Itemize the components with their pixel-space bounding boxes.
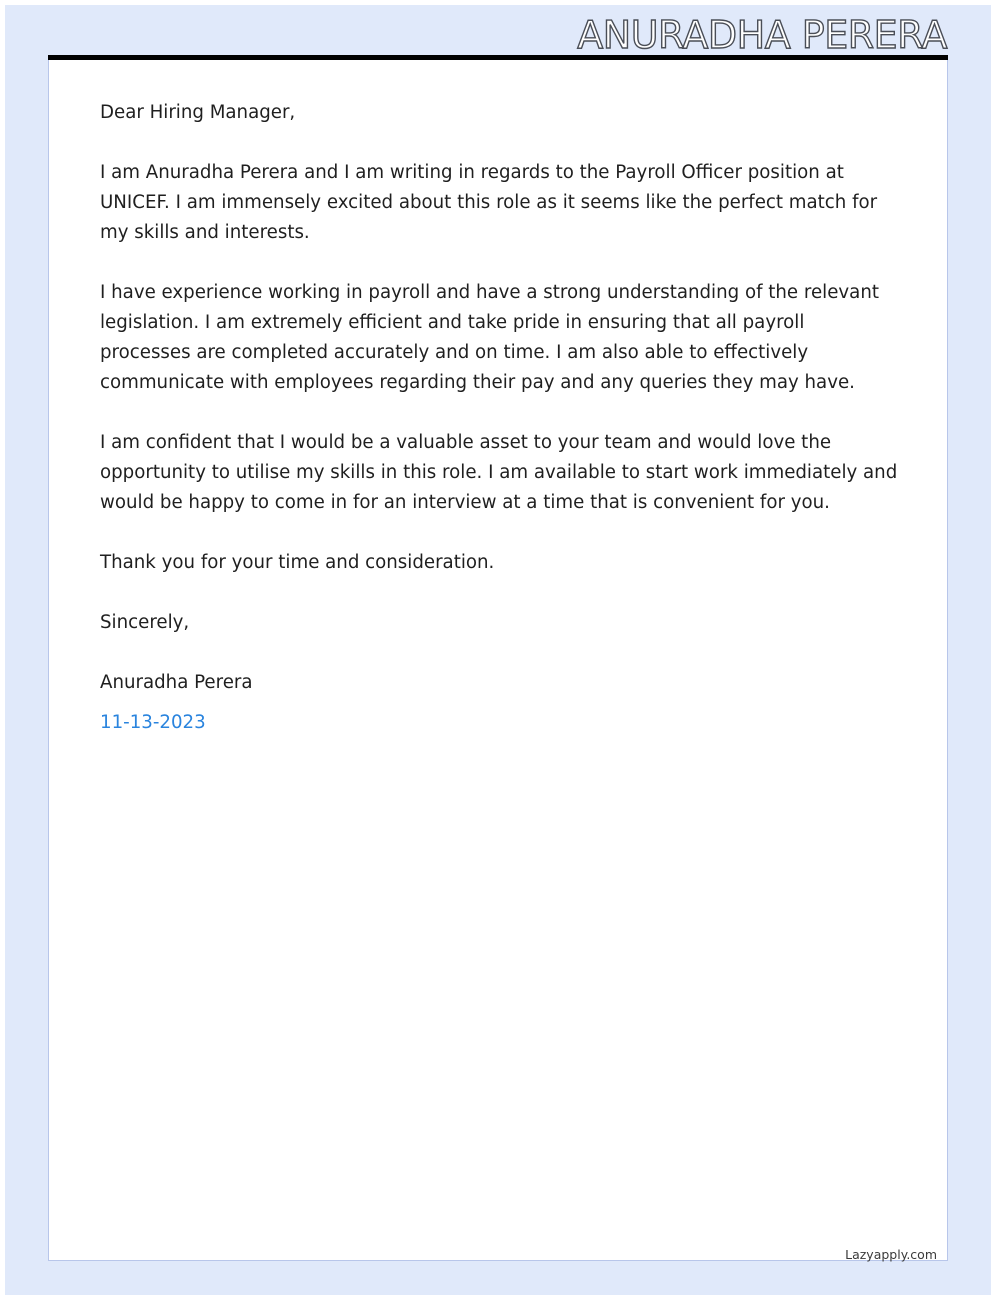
- footer-brand: Lazyapply.com: [845, 1247, 937, 1262]
- paragraph-experience: I have experience working in payroll and have a strong understanding of the relevant legislation. I am extremely efficient and take pride in ensuring that all payroll processes are completed accurately and on time. I am also able to effectively communicate with employees regarding their pay and any queries they may have.: [100, 282, 879, 393]
- closing: Sincerely,: [100, 612, 190, 633]
- letter-date: 11-13-2023: [100, 712, 206, 733]
- paragraph-intro: I am Anuradha Perera and I am writing in regards to the Payroll Officer position at UNICEF. I am immensely excited about this role as it seems like the perfect match for my skills and interests.: [100, 162, 878, 243]
- applicant-name-heading: ANURADHA PERERA: [577, 13, 947, 57]
- signature-name: Anuradha Perera: [100, 672, 253, 693]
- paragraph-confidence: I am confident that I would be a valuable asset to your team and would love the opportunity to utilise my skills in this role. I am available to start work immediately and would be happy to come in for an interview at a time that is convenient for you.: [100, 432, 898, 513]
- paragraph-thanks: Thank you for your time and consideration.: [100, 552, 495, 573]
- letter-body: [100, 98, 900, 738]
- salutation: Dear Hiring Manager,: [100, 102, 296, 123]
